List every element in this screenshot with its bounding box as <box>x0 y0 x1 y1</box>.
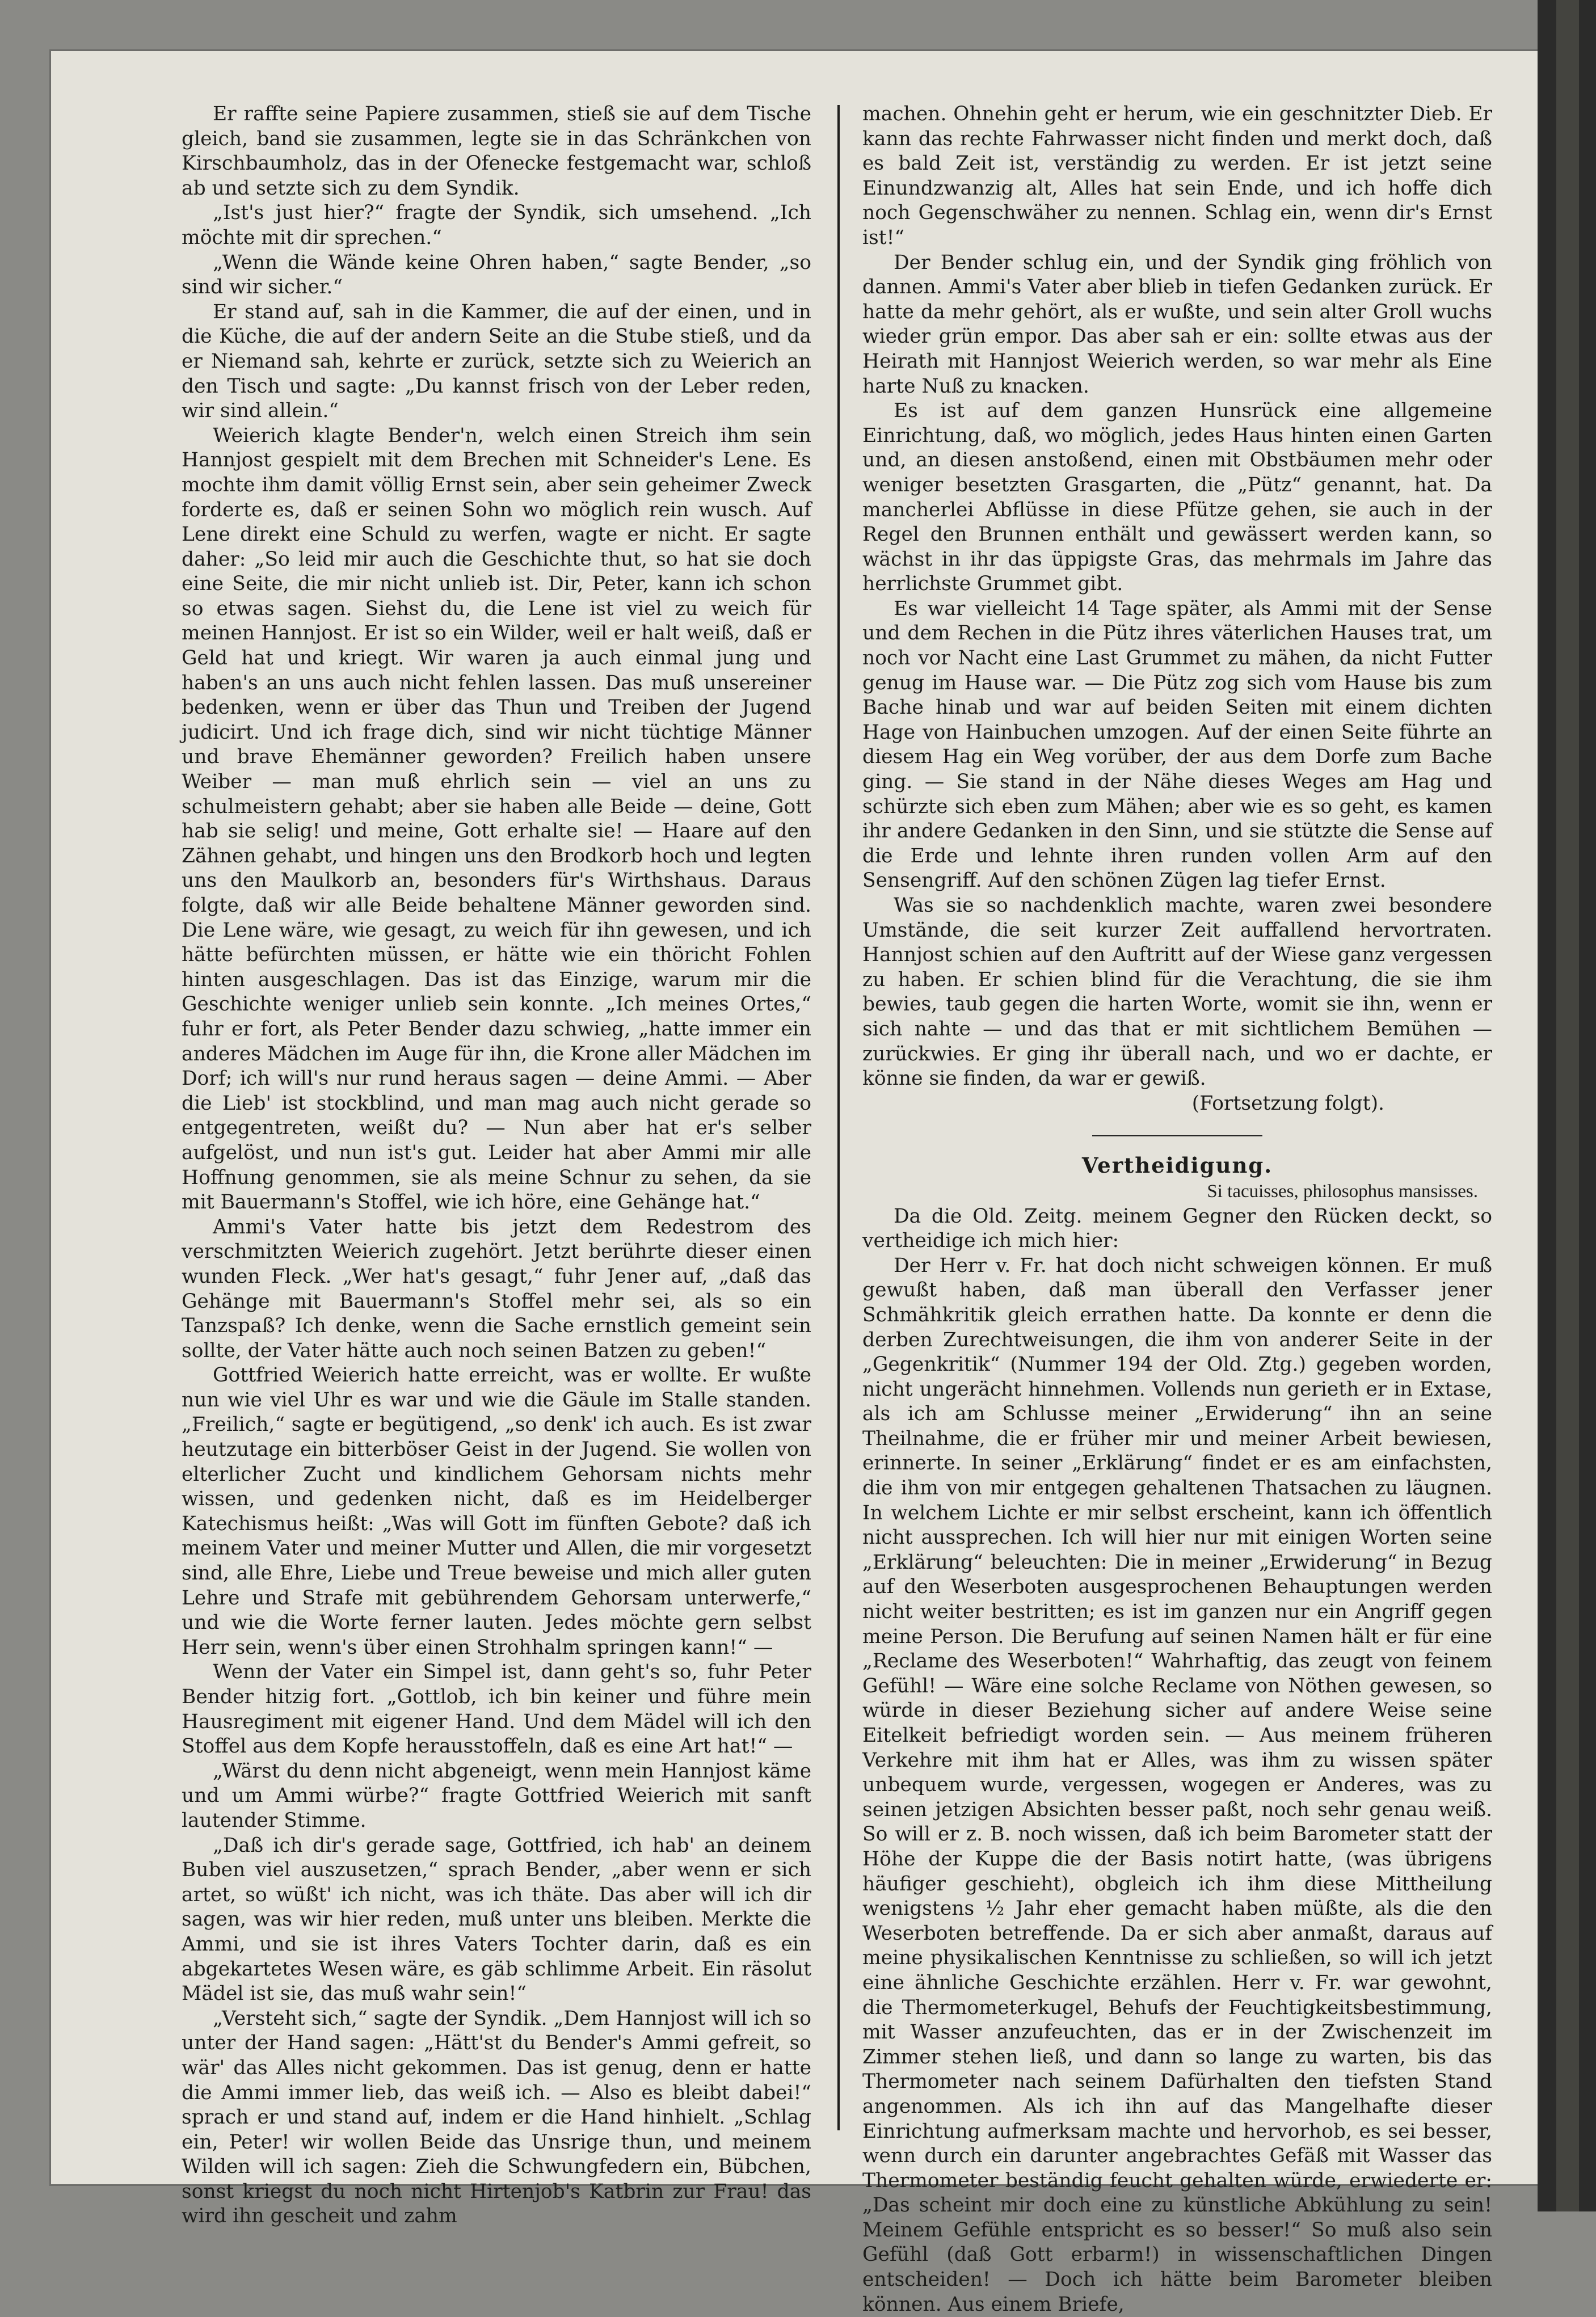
continued-note: (Fortsetzung folgt). <box>1191 1092 1384 1115</box>
newspaper-page <box>51 51 1538 2316</box>
paragraph: Da die Old. Zeitg. meinem Gegner den Rücken deckt, so vertheidige ich mich hier: <box>862 1204 1492 1253</box>
paragraph: Er raffte seine Papiere zusammen, stieß sie auf dem Tische gleich, band sie zusammen, legte sie in das Schränkchen von Kirschbaumholz, das in der Ofenecke festgemacht war, schloß ab und setzte sich zu dem Syndik. <box>182 103 811 200</box>
paragraph: Der Herr v. Fr. hat doch nicht schweigen können. Er muß gewußt haben, daß man überall den Verfasser jener Schmähkritik gleich errathen hatte. Da konnte er denn die derben Zurechtweisungen, die ihm von anderer Seite in der „Gegenkritik“ (Nummer 194 der Old. Ztg.) gegeben worden, nicht ungerächt hinnehmen. Vollends nun gerieth er in Extase, als ich am Schlusse meiner „Erwiderung“ ihn an seine Theilnahme, die er früher mir und meiner Arbeit bewiesen, erinnerte. In seiner „Erklärung“ findet er es am einfachsten, die ihm von mir entgegen gehaltenen Thatsachen zu läugnen. In welchem Lichte er mir selbst erscheint, kann ich öffentlich nicht aussprechen. Ich will hier nur mit einigen Worten seine „Erklärung“ beleuchten: Die in meiner „Erwiderung“ in Bezug auf den Weserboten ausgesprochenen Behauptungen werden nicht weiter bestritten; es ist im ganzen nur ein Angriff gegen meine Person. Die Berufung auf seinen Namen hält er für eine „Reclame des Weserboten!“ Wahrhaftig, das zeugt von feinem Gefühl! — Wäre eine solche Reclame von Nöthen gewesen, so würde in dieser Beziehung sicher auf andere Weise seine Eitelkeit befriedigt worden sein. — Aus meinem früheren Verkehre mit ihm hat er Alles, was ihm zu wissen später unbequem wurde, vergessen, wogegen er Anderes, was zu seinen jetzigen Absichten besser paßt, noch sehr genau weiß. So will er z. B. noch wissen, daß ich beim Barometer statt der Höhe der Kuppe die der Basis notirt hatte, (was übrigens häufiger geschieht), obgleich ich ihm diese Mittheilung wenigstens ½ Jahr eher gemacht haben müßte, als die den Weserboten betreffende. Da er sich aber anmaßt, daraus auf meine physikalischen Kenntnisse zu schließen, so will ich jetzt eine ähnliche Geschichte erzählen. Herr v. Fr. war gewohnt, die Thermometerkugel, Behufs der Feuchtigkeitsbestimmung, mit Wasser anzufeuchten, das er in der Zwischenzeit im Zimmer stehen ließ, und dann so lange zu warten, bis das Thermometer nach seinem Dafürhalten den tiefsten Stand angenommen. Als ich ihn auf das Mangelhafte dieser Einrichtung aufmerksam machte und hervorhob, es sei besser, wenn durch ein darunter angebrachtes Gefäß mit Wasser das Thermometer beständig feucht gehalten würde, erwiederte er: „Das scheint mir doch eine zu künstliche Abkühlung zu sein! Meinem Gefühle entspricht es so besser!“ So muß also sein Gefühl (daß Gott erbarm!) in wissenschaftlichen Dingen entscheiden! — Doch ich hätte beim Barometer bleiben können. Aus einem Briefe, <box>862 1254 1492 2316</box>
paragraph: „Daß ich dir's gerade sage, Gottfried, ich hab' an deinem Buben viel auszusetzen,“ sprach Bender, „aber wenn er sich artet, so wüßt' ich nicht, was ich thäte. Das aber will ich dir sagen, was wir hier reden, muß unter uns bleiben. Merkte die Ammi, und sie ist ihres Vaters Tochter darin, daß es ein abgekartetes Wesen wäre, es gäb schlimme Arbeit. Ein räsolut Mädel ist sie, das muß wahr sein!“ <box>182 1834 811 2006</box>
paragraph: „Ist's just hier?“ fragte der Syndik, sich umsehend. „Ich möchte mit dir sprechen.“ <box>182 201 811 249</box>
section-title: Vertheidigung. <box>1081 1153 1273 1178</box>
paragraph: Wenn der Vater ein Simpel ist, dann geht's so, fuhr Peter Bender hitzig fort. „Gottlob, ich bin keiner und führe mein Hausregiment mit eigener Hand. Und dem Mädel will ich den Stoffel aus dem Kopfe herausstoffeln, daß es eine Art hat!“ — <box>182 1661 811 1758</box>
paragraph: Was sie so nachdenklich machte, waren zwei besondere Umstände, die seit kurzer Zeit auffallend hervortraten. Hannjost schien auf den Auftritt auf der Wiese ganz vergessen zu haben. Er schien blind für die Verachtung, die sie ihm bewies, taub gegen die harten Worte, womit sie ihn, wenn er sich nahte — und das that er mit sichtlichem Bemühen — zurückwies. Er ging ihr überall nach, und wo er dachte, er könne sie finden, da war er gewiß. <box>862 894 1492 1090</box>
paragraph: Gottfried Weierich hatte erreicht, was er wollte. Er wußte nun wie viel Uhr es war und wie die Gäule im Stalle standen. „Freilich,“ sagte er begütigend, „so denk' ich auch. Es ist zwar heutzutage ein bitterböser Geist in der Jugend. Sie wollen von elterlicher Zucht und kindlichem Gehorsam nichts mehr wissen, und gedenken nicht, daß es im Heidelberger Katechismus heißt: „Was will Gott im fünften Gebote? daß ich meinem Vater und meiner Mutter und Allen, die mir vorgesetzt sind, alle Ehre, Liebe und Treue beweise und mich aller guten Lehre und Strafe mit gebührendem Gehorsam unterwerfe,“ und wie die Worte ferner lauten. Jedes möchte gern selbst Herr sein, wenn's über einen Strohhalm springen kann!“ — <box>182 1364 811 1659</box>
paragraph: „Versteht sich,“ sagte der Syndik. „Dem Hannjost will ich so unter der Hand sagen: „Hätt'st du Bender's Ammi gefreit, so wär' das Alles nicht gekommen. Das ist genug, denn er hatte die Ammi immer lieb, das weiß ich. — Also es bleibt dabei!“ sprach er und stand auf, indem er die Hand hinhielt. „Schlag ein, Peter! wir wollen Beide das Unsrige thun, und meinem Wilden will ich sagen: Zieh die Schwungfedern ein, Bübchen, sonst kriegst du noch nicht Hirtenjob's Katbrin zur Frau! das wird ihn gescheit und zahm <box>182 2007 811 2228</box>
paragraph: Er stand auf, sah in die Kammer, die auf der einen, und in die Küche, die auf der andern Seite an die Stube stieß, und da er Niemand sah, kehrte er zurück, setzte sich zu Weierich an den Tisch und sagte: „Du kannst frisch von der Leber reden, wir sind allein.“ <box>182 300 811 423</box>
paragraph: Ammi's Vater hatte bis jetzt dem Redestrom des verschmitzten Weierich zugehört. Jetzt berührte dieser einen wunden Fleck. „Wer hat's gesagt,“ fuhr Jener auf, „daß das Gehänge mit Bauermann's Stoffel mehr sei, als so ein Tanzspaß? Ich denke, wenn die Sache ernstlich gemeint sein sollte, der Vater hätte auch noch seinen Batzen zu geben!“ <box>182 1215 811 1362</box>
right-column <box>862 102 1492 2317</box>
paragraph: machen. Ohnehin geht er herum, wie ein geschnitzter Dieb. Er kann das rechte Fahrwasser nicht finden und merkt doch, daß es bald Zeit ist, verständig zu werden. Er ist jetzt seine Einundzwanzig alt, Alles hat sein Ende, und ich hoffe dich noch Gegenschwäher zu nennen. Schlag ein, wenn dir's Ernst ist!“ <box>862 103 1492 249</box>
scan-edge-inner <box>1556 0 1579 2211</box>
paragraph: „Wärst du denn nicht abgeneigt, wenn mein Hannjost käme und um Ammi würbe?“ fragte Gottfried Weierich mit sanft lautender Stimme. <box>182 1759 811 1832</box>
paragraph: Weierich klagte Bender'n, welch einen Streich ihm sein Hannjost gespielt mit dem Brechen mit Schneider's Lene. Es mochte ihm damit völlig Ernst sein, aber sein geheimer Zweck forderte es, daß er seinen Sohn wo möglich rein wusch. Auf Lene direkt eine Schuld zu werfen, wagte er nicht. Er sagte daher: „So leid mir auch die Geschichte thut, so hat sie doch eine Seite, die mir nicht unlieb ist. Dir, Peter, kann ich schon so etwas sagen. Siehst du, die Lene ist viel zu weich für meinen Hannjost. Er ist so ein Wilder, weil er halt weiß, daß er Geld hat und kriegt. Wir waren ja auch einmal jung und haben's an uns auch nicht fehlen lassen. Das muß unsereiner bedenken, wenn er über das Thun und Treiben der Jugend judicirt. Und ich frage dich, sind wir nicht tüchtige Männer und brave Ehemänner geworden? Freilich haben unsere Weiber — man muß ehrlich sein — viel an uns zu schulmeistern gehabt; aber sie haben alle Beide — deine, Gott hab sie selig! und meine, Gott erhalte sie! — Haare auf den Zähnen gehabt, und hingen uns den Brodkorb hoch und legten uns den Maulkorb an, besonders für's Wirthshaus. Daraus folgte, daß wir alle Beide behaltene Männer geworden sind. Die Lene wäre, wie gesagt, zu weich für ihn gewesen, und ich hätte befürchten müssen, er hätte wie ein thöricht Fohlen hinten ausgeschlagen. Das ist das Einzige, warum mir die Geschichte weniger unlieb sein konnte. „Ich meines Ortes,“ fuhr er fort, als Peter Bender dazu schwieg, „hatte immer ein anderes Mädchen im Auge für ihn, die Krone aller Mädchen im Dorf; ich will's nur rund heraus sagen — deine Ammi. — Aber die Lieb' ist stockblind, und man mag auch nicht gerade so entgegentreten, weißt du? — Nun aber hat er's selber aufgelöst, und nun ist's gut. Leider hat aber Ammi mir alle Hoffnung genommen, sie als meine Schnur zu sehen, da sie mit Bauermann's Stoffel, wie ich höre, eine Gehänge hat.“ <box>182 424 811 1214</box>
paragraph: „Wenn die Wände keine Ohren haben,“ sagte Bender, „so sind wir sicher.“ <box>182 251 811 299</box>
paragraph: Es war vielleicht 14 Tage später, als Ammi mit der Sense und dem Rechen in die Pütz ihres väterlichen Hauses trat, um noch vor Nacht eine Last Grummet zu mähen, da nicht Futter genug im Hause war. — Die Pütz zog sich vom Hause bis zum Bache hinab und war auf beiden Seiten mit einem dichten Hage von Hainbuchen umzogen. Auf der einen Seite führte an diesem Hag ein Weg vorüber, der aus dem Dorfe zum Bache ging. — Sie stand in der Nähe dieses Weges am Hag und schürzte sich eben zum Mähen; aber wie es so geht, es kamen ihr andere Gedanken in den Sinn, und sie stützte die Sense auf die Erde und lehnte ihren runden vollen Arm auf den Sensengriff. Auf den schönen Zügen lag tiefer Ernst. <box>862 597 1492 892</box>
section-separator <box>1092 1135 1262 1136</box>
left-column <box>182 102 811 2229</box>
paragraph: Es ist auf dem ganzen Hunsrück eine allgemeine Einrichtung, daß, wo möglich, jedes Haus hinten einen Garten und, an diesen anstoßend, einen mit Obstbäumen mehr oder weniger besetzten Grasgarten, die „Pütz“ genannt, hat. Da mancherlei Abflüsse in diese Pfütze gehen, sie auch in der Regel den Brunnen enthält und gewässert werden kann, so wächst in ihr das üppigste Gras, das mehrmals im Jahre das herrlichste Grummet gibt. <box>862 399 1492 596</box>
scan-edge <box>1538 0 1596 2211</box>
motto: Si tacuisses, philosophus mansisses. <box>1207 1181 1478 1202</box>
column-divider <box>837 105 840 2130</box>
paragraph: Der Bender schlug ein, und der Syndik ging fröhlich von dannen. Ammi's Vater aber blieb in tiefen Gedanken zurück. Er hatte da mehr gehört, als er wußte, und sein alter Groll wuchs wieder grün empor. Das aber sah er ein: sollte etwas aus der Heirath mit Hannjost Weierich werden, so war mehr als Eine harte Nuß zu knacken. <box>862 251 1492 398</box>
